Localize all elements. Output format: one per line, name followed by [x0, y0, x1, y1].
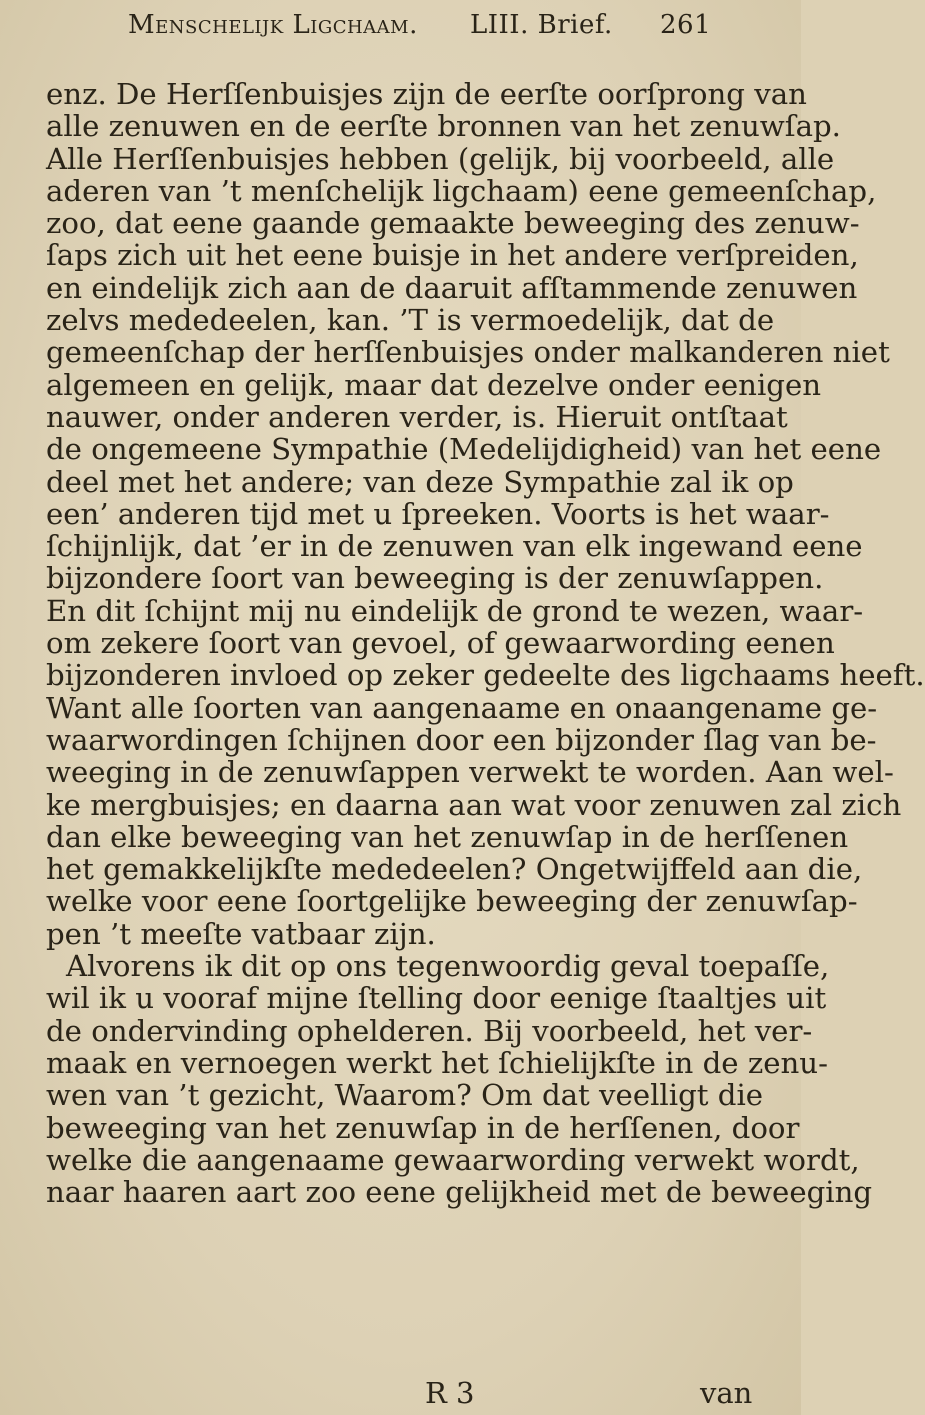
catchword: van	[700, 1376, 753, 1410]
text-line: waarwordingen ſchijnen door een bijzonder ſlag van be-	[46, 722, 877, 757]
text-line: algemeen en gelijk, maar dat dezelve onder eenigen	[46, 367, 822, 402]
running-title: Menschelijk Ligchaam.	[128, 10, 418, 40]
text-line: om zekere ſoort van gevoel, of gewaarwording eenen	[46, 626, 835, 661]
text-line: maak en vernoegen werkt het ſchielijkſte in de zenu-	[46, 1045, 828, 1080]
text-line: alle zenuwen en de eerſte bronnen van het zenuwſap.	[46, 109, 841, 144]
page-number: 261	[660, 10, 712, 40]
text-line: de ondervinding ophelderen. Bij voorbeeld, het ver-	[46, 1013, 813, 1048]
text-line: de ongemeene Sympathie (Medelijdigheid) van het eene	[46, 432, 882, 467]
text-line: zelvs mededeelen, kan. ’T is vermoedelijk, dat de	[46, 303, 775, 338]
text-line: Alle Herſſenbuisjes hebben (gelijk, bij voorbeeld, alle	[46, 141, 835, 176]
text-line: Want alle ſoorten van aangenaame en onaangename ge-	[46, 690, 878, 725]
text-line: naar haaren aart zoo eene gelijkheid met de beweeging	[46, 1175, 873, 1210]
text-line: ſchijnlijk, dat ’er in de zenuwen van elk ingewand eene	[46, 529, 863, 564]
text-line: zoo, dat eene gaande gemaakte beweeging des zenuw-	[46, 206, 860, 241]
text-line: weeging in de zenuwſappen verwekt te worden. Aan wel-	[46, 755, 894, 790]
text-line: ſaps zich uit het eene buisje in het andere verſpreiden,	[46, 238, 859, 273]
text-line: deel met het andere; van deze Sympathie zal ik op	[46, 464, 794, 499]
text-line: wil ik u vooraf mijne ſtelling door eenige ſtaaltjes uit	[46, 981, 827, 1016]
text-line: gemeenſchap der herſſenbuisjes onder malkanderen niet	[46, 335, 890, 370]
text-line: beweeging van het zenuwſap in de herſſenen, door	[46, 1110, 800, 1145]
text-line: een’ anderen tijd met u ſpreeken. Voorts is het waar-	[46, 496, 830, 531]
text-line: enz. De Herſſenbuisjes zijn de eerſte oorſprong van	[46, 77, 807, 111]
text-line: welke die aangenaame gewaarwording verwekt wordt,	[46, 1142, 860, 1177]
text-line: dan elke beweeging van het zenuwſap in de herſſenen	[46, 819, 849, 854]
text-line: bijzondere ſoort van beweeging is der zenuwſappen.	[46, 561, 824, 596]
text-line: ke mergbuisjes; en daarna aan wat voor zenuwen zal zich	[46, 787, 902, 822]
text-line: het gemakkelijkſte mededeelen? Ongetwijffeld aan die,	[46, 852, 863, 887]
text-line: wen van ’t gezicht, Waarom? Om dat veelligt die	[46, 1078, 764, 1113]
body-text	[46, 77, 925, 1210]
text-line: Alvorens ik dit op ons tegenwoordig geval toepaſſe,	[66, 949, 830, 984]
text-line: bijzonderen invloed op zeker gedeelte des ligchaams heeft.	[46, 658, 925, 693]
text-line: pen ’t meeſte vatbaar zijn.	[46, 916, 436, 951]
text-line: aderen van ’t menſchelijk ligchaam) eene gemeenſchap,	[46, 173, 877, 208]
text-line: nauwer, onder anderen verder, is. Hieruit ontſtaat	[46, 399, 788, 434]
signature-mark: R 3	[425, 1376, 475, 1410]
chapter-label: LIII. Brief.	[470, 10, 613, 40]
text-line: en eindelijk zich aan de daaruit afſtammende zenuwen	[46, 270, 858, 305]
text-line: welke voor eene ſoortgelijke beweeging der zenuwſap-	[46, 884, 858, 919]
text-line: En dit ſchijnt mij nu eindelijk de grond te wezen, waar-	[46, 593, 864, 628]
